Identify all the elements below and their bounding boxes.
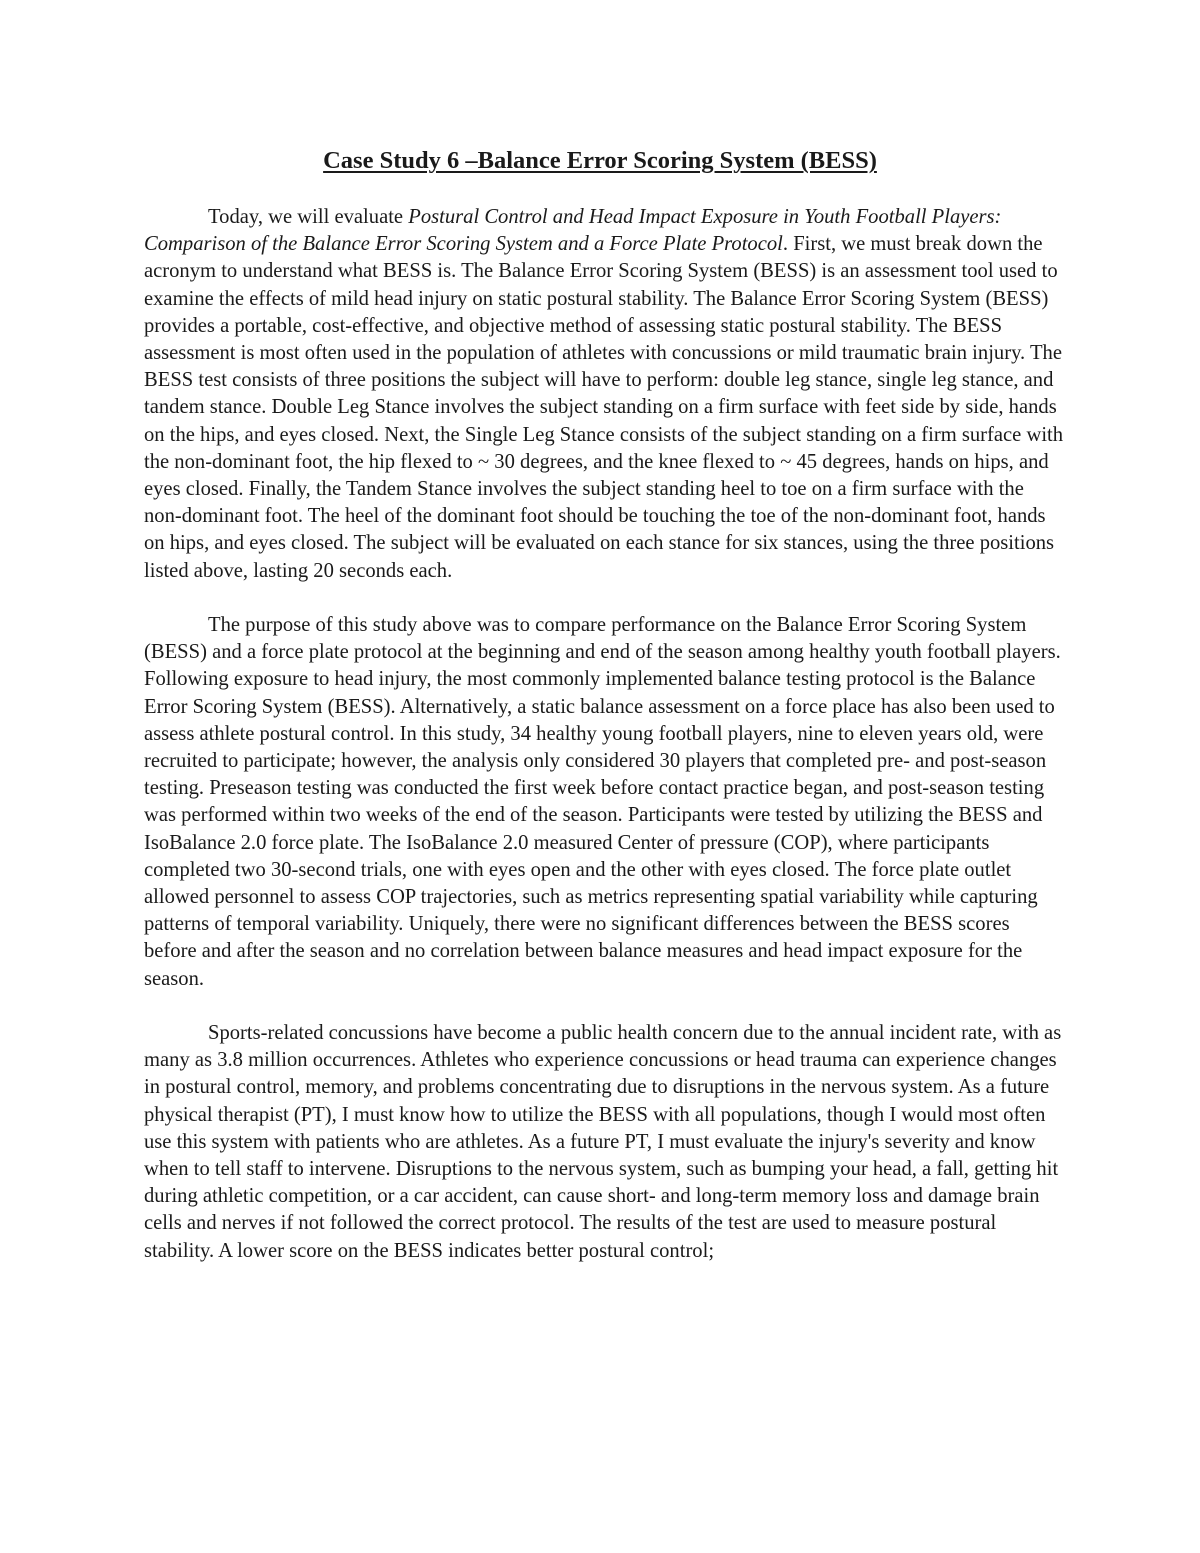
document-body	[144, 204, 1064, 1292]
study-title-italic: Postural Control and Head Impact Exposure in Youth Football Players: Comparison of the Balance Error Scoring System and a Force Plate Protocol	[144, 206, 1002, 256]
paragraph-1-rest: . First, we must break down the acronym to understand what BESS is. The Balance Error Scoring System (BESS) is an assessment tool used to examine the effects of mild head injury on static postural stability. The Balance Error Scoring System (BESS) provides a portable, cost-effective, and objective method of assessing static postural stability. The BESS assessment is most often used in the population of athletes with concussions or mild traumatic brain injury. The BESS test consists of three positions the subject will have to perform: double leg stance, single leg stance, and tandem stance. Double Leg Stance involves the subject standing on a firm surface with feet side by side, hands on the hips, and eyes closed. Next, the Single Leg Stance consists of the subject standing on a firm surface with the non-dominant foot, the hip flexed to ~ 30 degrees, and the knee flexed to ~ 45 degrees, hands on hips, and eyes closed. Finally, the Tandem Stance involves the subject standing heel to toe on a firm surface with the non-dominant foot. The heel of the dominant foot should be touching the toe of the non-dominant foot, hands on hips, and eyes closed. The subject will be evaluated on each stance for six stances, using the three positions listed above, lasting 20 seconds each.	[144, 233, 1064, 582]
paragraph-introduction	[144, 204, 1064, 585]
document-title: Case Study 6 –Balance Error Scoring System (BESS)	[323, 147, 877, 174]
paragraph-1-lead: Today, we will evaluate	[208, 206, 409, 228]
paragraph-study-purpose: The purpose of this study above was to compare performance on the Balance Error Scoring System (BESS) and a force plate protocol at the beginning and end of the season among healthy youth football players. Following exposure to head injury, the most commonly implemented balance testing protocol is the Balance Error Scoring System (BESS). Alternatively, a static balance assessment on a force place has also been used to assess athlete postural control. In this study, 34 healthy young football players, nine to eleven years old, were recruited to participate; however, the analysis only considered 30 players that completed pre- and post-season testing. Preseason testing was conducted the first week before contact practice began, and post-season testing was performed within two weeks of the end of the season. Participants were tested by utilizing the BESS and IsoBalance 2.0 force plate. The IsoBalance 2.0 measured Center of pressure (COP), where participants completed two 30-second trials, one with eyes open and the other with eyes closed. The force plate outlet allowed personnel to assess COP trajectories, such as metrics representing spatial variability while capturing patterns of temporal variability. Uniquely, there were no significant differences between the BESS scores before and after the season and no correlation between balance measures and head impact exposure for the season.	[144, 614, 1061, 990]
paragraph-concussion-relevance: Sports-related concussions have become a public health concern due to the annual incident rate, with as many as 3.8 million occurrences. Athletes who experience concussions or head trauma can experience changes in postural control, memory, and problems concentrating due to disruptions in the nervous system. As a future physical therapist (PT), I must know how to utilize the BESS with all populations, though I would most often use this system with patients who are athletes. As a future PT, I must evaluate the injury's severity and know when to tell staff to intervene. Disruptions to the nervous system, such as bumping your head, a fall, getting hit during athletic competition, or a car accident, can cause short- and long-term memory loss and damage brain cells and nerves if not followed the correct protocol. The results of the test are used to measure postural stability. A lower score on the BESS indicates better postural control;	[144, 1022, 1062, 1262]
